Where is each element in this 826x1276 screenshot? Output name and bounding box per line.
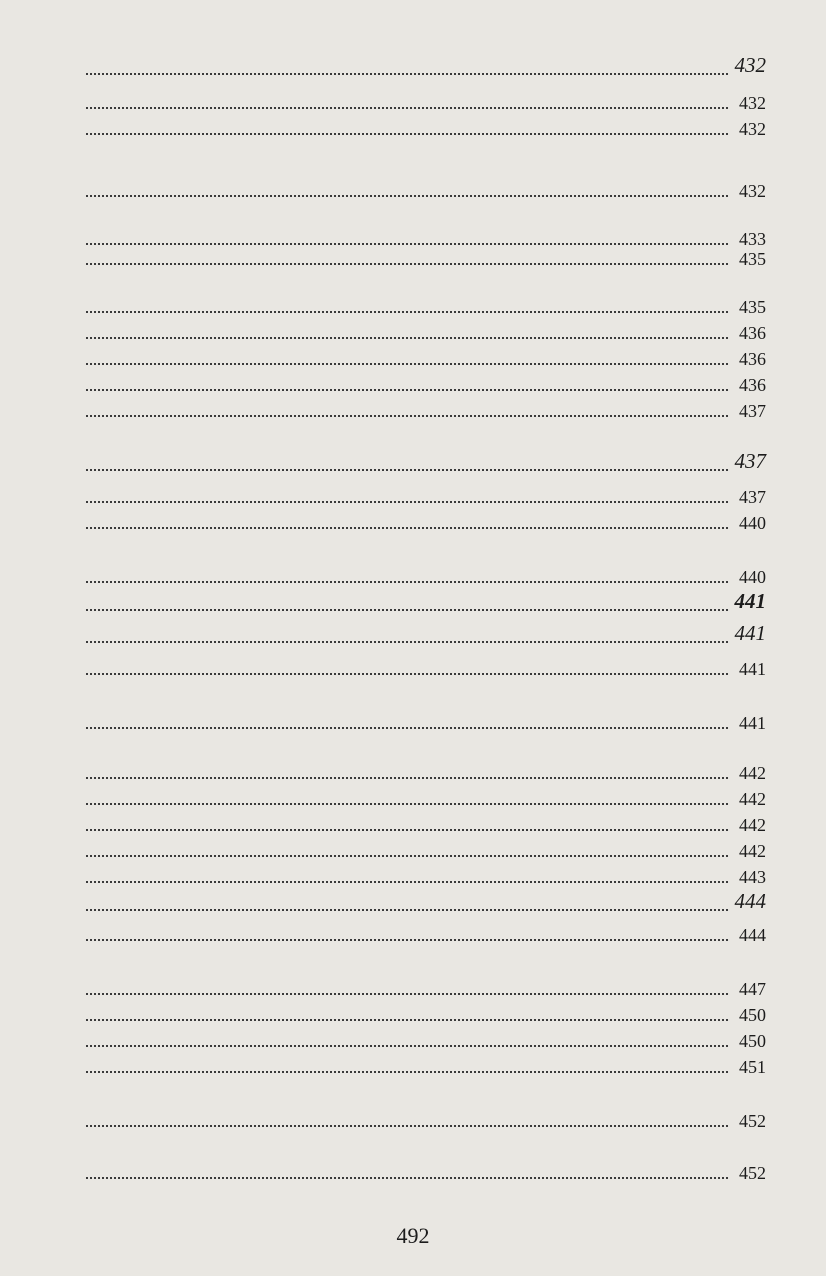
dot-leader (86, 1125, 728, 1127)
dot-leader (86, 363, 728, 365)
dot-leader (86, 527, 728, 529)
dot-leader (86, 469, 728, 471)
page-ref: 441 (734, 621, 766, 645)
page-ref: 437 (739, 401, 766, 421)
page-ref: 444 (734, 889, 766, 913)
page-ref: 450 (739, 1005, 766, 1025)
dot-leader (86, 195, 728, 197)
page-ref: 432 (739, 119, 766, 139)
dot-leader (86, 993, 728, 995)
page-ref: 440 (739, 513, 766, 533)
dot-leader (86, 727, 728, 729)
page-ref: 437 (739, 487, 766, 507)
page-ref: 433 (739, 229, 766, 249)
page-ref: 447 (739, 979, 766, 999)
page-ref: 444 (739, 925, 766, 945)
page-ref: 432 (734, 53, 766, 77)
dot-leader (86, 881, 728, 883)
page-ref: 442 (739, 815, 766, 835)
page-ref: 442 (739, 789, 766, 809)
page-ref: 443 (739, 867, 766, 887)
dot-leader (86, 673, 728, 675)
page-ref: 441 (734, 589, 766, 613)
dot-leader (86, 133, 728, 135)
dot-leader (86, 1177, 728, 1179)
page-ref: 441 (739, 659, 766, 679)
page-ref: 450 (739, 1031, 766, 1051)
dot-leader (86, 939, 728, 941)
dot-leader (86, 1019, 728, 1021)
dot-leader (86, 389, 728, 391)
dot-leader (86, 337, 728, 339)
dot-leader (86, 855, 728, 857)
page-ref: 435 (739, 297, 766, 317)
dot-leader (86, 501, 728, 503)
dot-leader (86, 803, 728, 805)
page-ref: 436 (739, 349, 766, 369)
dot-leader (86, 107, 728, 109)
page-ref: 436 (739, 323, 766, 343)
dot-leader (86, 581, 728, 583)
page-ref: 436 (739, 375, 766, 395)
dot-leader (86, 1071, 728, 1073)
page-ref: 452 (739, 1111, 766, 1131)
page-ref: 451 (739, 1057, 766, 1077)
page-ref: 435 (739, 249, 766, 269)
dot-leader (86, 829, 728, 831)
dot-leader (86, 73, 728, 75)
dot-leader (86, 243, 728, 245)
page-ref: 432 (739, 181, 766, 201)
page-ref: 442 (739, 763, 766, 783)
page-ref: 452 (739, 1163, 766, 1183)
dot-leader (86, 909, 728, 911)
page-ref: 440 (739, 567, 766, 587)
dot-leader (86, 311, 728, 313)
dot-leader (86, 263, 728, 265)
page-ref: 441 (739, 713, 766, 733)
dot-leader (86, 415, 728, 417)
dot-leader (86, 641, 728, 643)
dot-leader (86, 609, 728, 611)
page-number: 492 (396, 1223, 430, 1248)
dot-leader (86, 777, 728, 779)
page-ref: 437 (734, 449, 766, 473)
page-ref: 442 (739, 841, 766, 861)
page-ref: 432 (739, 93, 766, 113)
dot-leader (86, 1045, 728, 1047)
